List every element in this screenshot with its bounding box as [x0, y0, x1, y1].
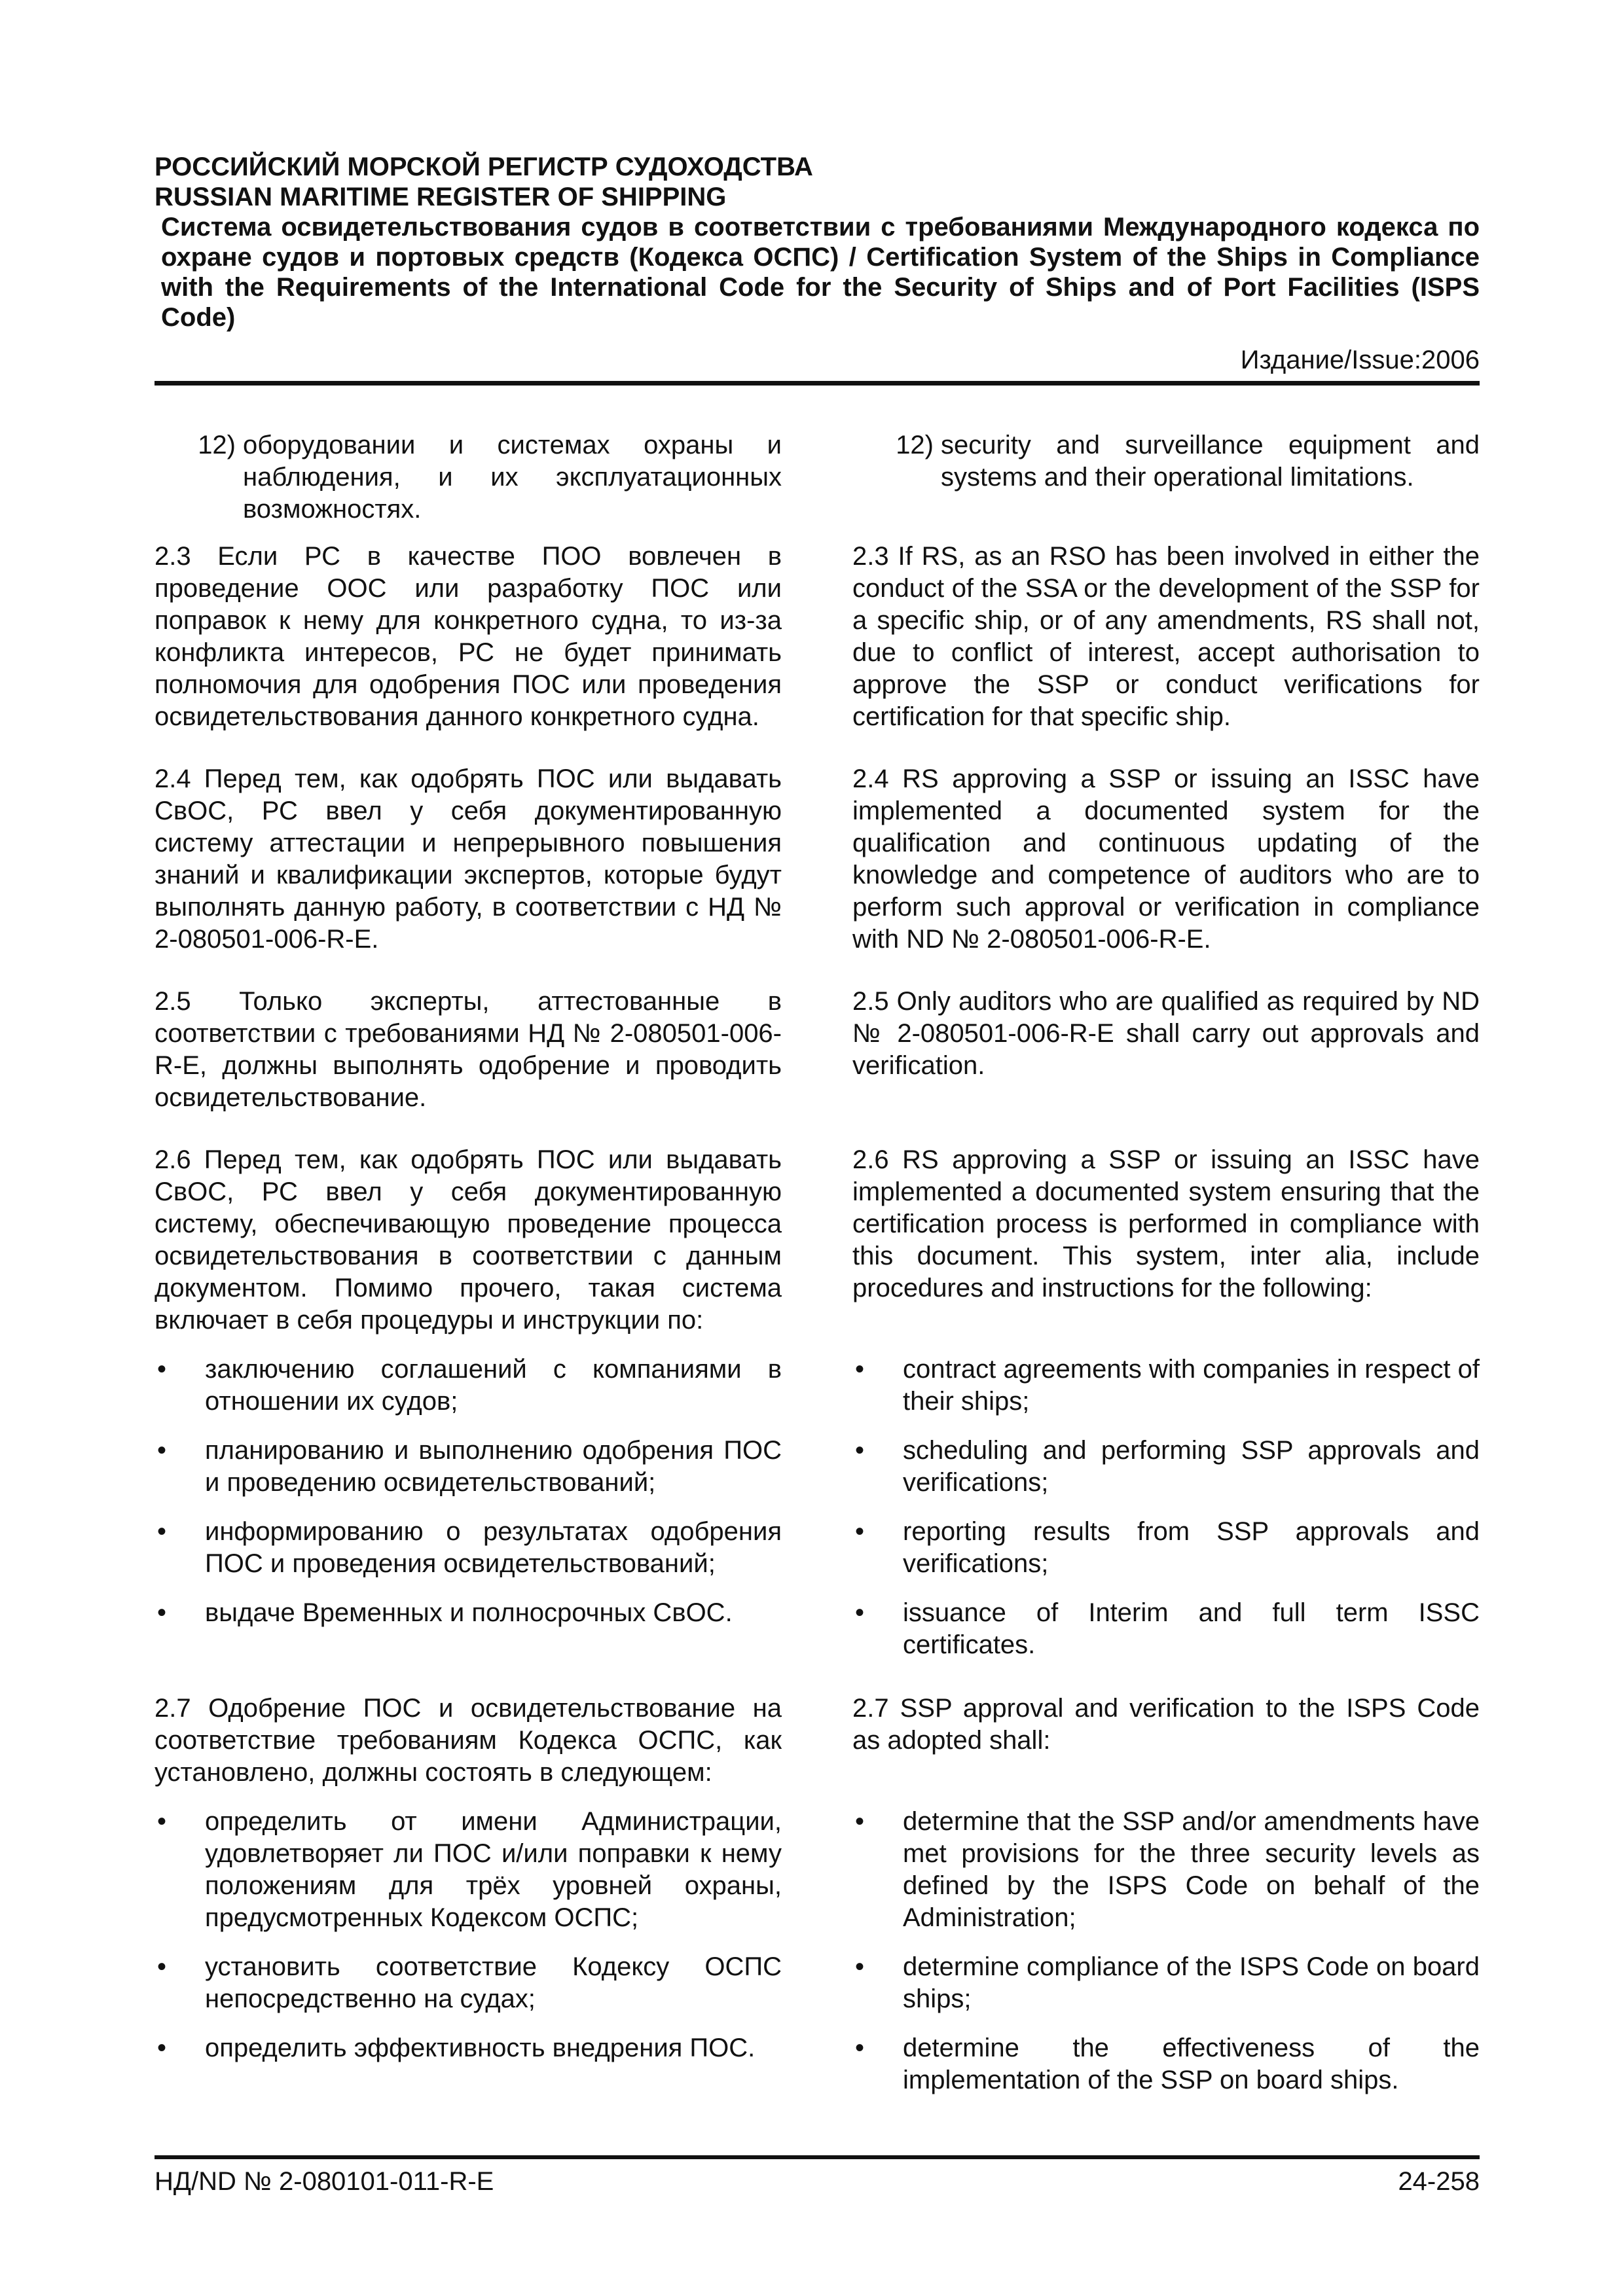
bullet-icon: • [157, 1355, 167, 1384]
paragraph: 2.4 RS approving a SSP or issuing an ISSC have implemented a documented system for the qualification and continuous updating of the knowledge and competence of auditors who are to perform such approval or verification in compliance with ND № 2-080501-006-R-E. [852, 764, 1480, 954]
paragraph-pair [155, 1597, 1480, 1661]
bullet-item [155, 2032, 782, 2064]
bullet-icon: • [157, 1807, 167, 1836]
bullet-icon: • [855, 2034, 865, 2062]
bullet-item [155, 1516, 782, 1580]
paragraph: 2.7 SSP approval and verification to the ISPS Code as adopted shall: [852, 1694, 1480, 1755]
paragraph: 2.3 Если РС в качестве ПОО вовлечен в проведение ООС или разработку ПОС или поправок к нему для конкретного судна, то из-за конфликта интересов, РС не будет принимать полномочия для одобрения ПОС или проведения освидетельствования данного конкретного судна. [155, 542, 782, 731]
bullet-item [852, 2032, 1480, 2096]
bullet-icon: • [855, 1517, 865, 1546]
bullet-text: установить соответствие Кодексу ОСПС непосредственно на судах; [205, 1952, 782, 2013]
bullet-text: информированию о результатах одобрения ПОС и проведения освидетельствований; [205, 1517, 782, 1578]
column-ru [155, 986, 782, 1114]
system-title: Система освидетельствования судов в соответствии с требованиями Международного кодекса по охране судов и портовых средств (Кодекса ОСПС) / Certification System of the Ships in Compliance with the Requirements of the International Code for the Security of Ships and of Port Facilities (ISPS Code) [161, 213, 1480, 332]
bullet-item [852, 1806, 1480, 1934]
column-en [852, 541, 1480, 733]
paragraph-pair [155, 1951, 1480, 2015]
column-ru [155, 1516, 782, 1580]
column-en [852, 1951, 1480, 2015]
paragraph-pair [155, 1144, 1480, 1336]
bullet-text: определить от имени Администрации, удовлетворяет ли ПОС и/или поправки к нему положениям для трёх уровней охраны, предусмотренных Кодексом ОСПС; [205, 1807, 782, 1932]
column-ru [155, 429, 782, 526]
column-ru [155, 1951, 782, 2015]
paragraph-pair [155, 1693, 1480, 1789]
numbered-item [155, 429, 782, 526]
edition-label: Издание/Issue:2006 [1240, 346, 1480, 374]
paragraph-pair [155, 1435, 1480, 1499]
column-en [852, 763, 1480, 956]
page-number: 24-258 [1398, 2167, 1480, 2196]
bullet-text: determine compliance of the ISPS Code on board ships; [903, 1952, 1480, 2013]
footer-rule [155, 2155, 1480, 2159]
column-ru [155, 763, 782, 956]
item-number: 12) [896, 431, 934, 459]
column-en [852, 1435, 1480, 1499]
paragraph-pair [155, 2032, 1480, 2096]
bullet-icon: • [855, 1436, 865, 1465]
bullet-text: scheduling and performing SSP approvals and verifications; [903, 1436, 1480, 1497]
bullet-item [852, 1354, 1480, 1418]
bullet-item [155, 1435, 782, 1499]
column-ru [155, 541, 782, 733]
column-en [852, 1354, 1480, 1418]
bullet-text: заключению соглашений с компаниями в отношении их судов; [205, 1355, 782, 1416]
paragraph: 2.6 RS approving a SSP or issuing an ISSC have implemented a documented system ensuring that the certification process is performed in compliance with this document. This system, inter alia, include procedures and instructions for the following: [852, 1145, 1480, 1302]
column-en [852, 1693, 1480, 1789]
bullet-icon: • [855, 1807, 865, 1836]
paragraph: 2.3 If RS, as an RSO has been involved in either the conduct of the SSA or the development of the SSP for a specific ship, or of any amendments, RS shall not, due to conflict of interest, accept authorisation to approve the SSP or conduct verifications for certification for that specific ship. [852, 542, 1480, 731]
bullet-item [155, 1597, 782, 1629]
item-number: 12) [198, 431, 236, 459]
item-text: security and surveillance equipment and systems and their operational limitations. [941, 431, 1480, 492]
paragraph-pair [155, 429, 1480, 526]
document-footer [155, 2166, 1480, 2197]
column-ru [155, 1597, 782, 1661]
paragraph-pair [155, 1806, 1480, 1934]
header-rule [155, 381, 1480, 386]
bullet-text: issuance of Interim and full term ISSC certificates. [903, 1598, 1480, 1659]
document-body [155, 429, 1480, 2096]
bullet-icon: • [855, 1355, 865, 1384]
item-text: оборудовании и системах охраны и наблюдения, и их эксплуатационных возможностях. [243, 431, 782, 524]
column-en [852, 1516, 1480, 1580]
column-en [852, 429, 1480, 526]
bullet-icon: • [157, 1517, 167, 1546]
paragraph-pair [155, 763, 1480, 956]
column-en [852, 1806, 1480, 1934]
bullet-icon: • [157, 1952, 167, 1981]
column-en [852, 2032, 1480, 2096]
paragraph-pair [155, 541, 1480, 733]
paragraph-pair [155, 1516, 1480, 1580]
column-en [852, 1597, 1480, 1661]
bullet-text: determine that the SSP and/or amendments have met provisions for the three security levels as defined by the ISPS Code on behalf of the Administration; [903, 1807, 1480, 1932]
column-ru [155, 1693, 782, 1789]
paragraph: 2.6 Перед тем, как одобрять ПОС или выдавать СвОС, РС ввел у себя документированную систему, обеспечивающую проведение процесса освидетельствования в соответствии с данным документом. Помимо прочего, такая система включает в себя процедуры и инструкции по: [155, 1145, 782, 1335]
bullet-icon: • [855, 1952, 865, 1981]
paragraph: 2.7 Одобрение ПОС и освидетельствование на соответствие требованиям Кодекса ОСПС, как установлено, должны состоять в следующем: [155, 1694, 782, 1787]
organization-name-en: RUSSIAN MARITIME REGISTER OF SHIPPING [155, 183, 727, 211]
bullet-text: determine the effectiveness of the implementation of the SSP on board ships. [903, 2034, 1480, 2094]
bullet-text: contract agreements with companies in respect of their ships; [903, 1355, 1480, 1416]
bullet-item [155, 1806, 782, 1934]
bullet-item [852, 1516, 1480, 1580]
bullet-item [155, 1354, 782, 1418]
column-en [852, 986, 1480, 1114]
bullet-icon: • [157, 2034, 167, 2062]
bullet-item [852, 1597, 1480, 1661]
paragraph: 2.4 Перед тем, как одобрять ПОС или выдавать СвОС, РС ввел у себя документированную систему аттестации и непрерывного повышения знаний и квалификации экспертов, которые будут выполнять данную работу, в соответствии с НД № 2-080501-006-R-E. [155, 764, 782, 954]
bullet-item [852, 1951, 1480, 2015]
bullet-icon: • [157, 1598, 167, 1627]
paragraph-pair [155, 986, 1480, 1114]
column-ru [155, 1144, 782, 1336]
bullet-text: планированию и выполнению одобрения ПОС и проведению освидетельствований; [205, 1436, 782, 1497]
numbered-item [852, 429, 1480, 493]
bullet-text: выдаче Временных и полносрочных СвОС. [205, 1598, 733, 1627]
bullet-item [852, 1435, 1480, 1499]
column-ru [155, 1806, 782, 1934]
column-ru [155, 1435, 782, 1499]
paragraph-pair [155, 1354, 1480, 1418]
bullet-icon: • [855, 1598, 865, 1627]
document-number: НД/ND № 2-080101-011-R-E [155, 2167, 494, 2196]
organization-name-ru: РОССИЙСКИЙ МОРСКОЙ РЕГИСТР СУДОХОДСТВА [155, 152, 813, 181]
bullet-icon: • [157, 1436, 167, 1465]
bullet-item [155, 1951, 782, 2015]
bullet-text: определить эффективность внедрения ПОС. [205, 2034, 756, 2062]
column-ru [155, 1354, 782, 1418]
bullet-text: reporting results from SSP approvals and verifications; [903, 1517, 1480, 1578]
paragraph: 2.5 Only auditors who are qualified as required by ND № 2-080501-006-R-E shall carry out approvals and verification. [852, 987, 1480, 1080]
column-ru [155, 2032, 782, 2096]
document-header [155, 152, 1480, 332]
column-en [852, 1144, 1480, 1336]
paragraph: 2.5 Только эксперты, аттестованные в соответствии с требованиями НД № 2-080501-006-R-E, должны выполнять одобрение и проводить освидетельствование. [155, 987, 782, 1112]
